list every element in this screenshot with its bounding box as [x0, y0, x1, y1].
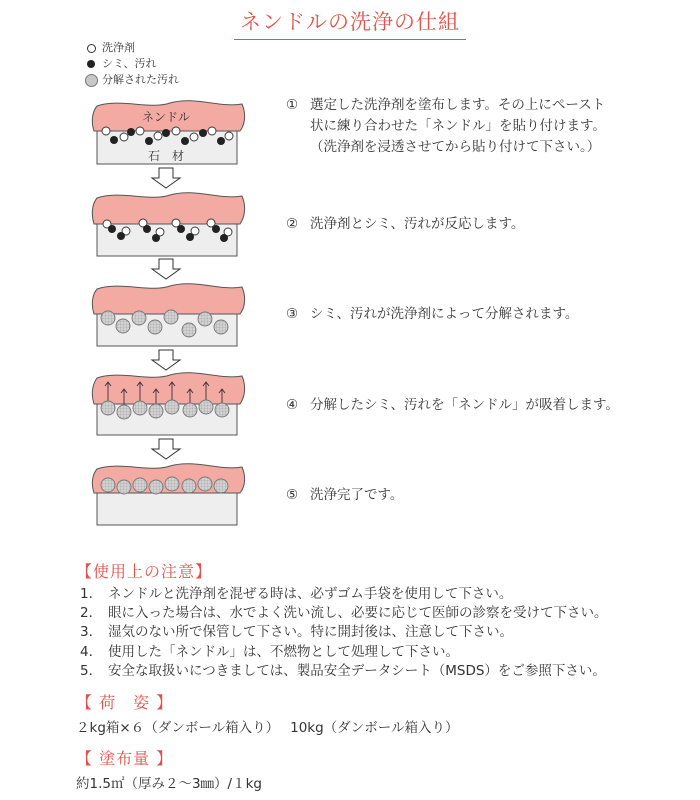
legend-label: 分解された汚れ: [102, 73, 179, 86]
list-item: [80, 604, 608, 623]
step-3: [286, 304, 578, 325]
stage-1: [92, 101, 244, 164]
step-5: [286, 485, 403, 506]
step-text-line: 洗浄剤とシミ、汚れが反応します。: [310, 216, 525, 232]
packaging-heading: 【 荷 姿 】: [76, 693, 174, 712]
down-arrow-icon: [152, 439, 180, 459]
precautions-list: [80, 585, 608, 681]
item-number: 4．: [80, 643, 103, 660]
item-number: 2．: [80, 605, 103, 622]
poultice-label: ネンドル: [141, 110, 191, 124]
item-text: ネンドルと洗浄剤を混ぜる時は、必ずゴム手袋を使用して下さい。: [108, 586, 513, 602]
list-item: [80, 585, 608, 604]
step-text-line: シミ、汚れが洗浄剤によって分解されます。: [310, 306, 579, 322]
step-number: ⑤: [286, 487, 299, 503]
step-1: [286, 95, 606, 158]
down-arrow-icon: [152, 168, 180, 188]
item-number: 1．: [80, 586, 103, 602]
item-text: 使用した「ネンドル」は、不燃物として処理して下さい。: [108, 643, 459, 660]
stage-2: [92, 193, 244, 256]
list-item: [80, 662, 608, 681]
step-number: ④: [286, 397, 299, 413]
poultice-layer: [92, 193, 244, 224]
item-text: 湿気のない所で保管して下さい。特に開封後は、注意して下さい。: [108, 624, 513, 641]
list-item: [80, 643, 608, 662]
down-arrow-icon: [152, 259, 180, 279]
item-text: 眼に入った場合は、水でよく洗い流し、必要に応じて医師の診察を受けて下さい。: [108, 605, 608, 622]
step-text-line: 選定した洗浄剤を塗布します。その上にペースト: [310, 97, 606, 113]
down-arrow-icon: [152, 350, 180, 370]
page-title: ネンドルの洗浄の仕組: [234, 6, 466, 40]
poultice-layer: [92, 284, 244, 314]
step-4: [286, 395, 619, 416]
step-text-line: （洗浄剤を浸透させてから貼り付けて下さい。）: [310, 139, 601, 155]
item-number: 3．: [80, 624, 103, 641]
stage-3: [92, 284, 244, 346]
packaging-text: ２kg箱×６（ダンボール箱入り） 10kg（ダンボール箱入り）: [76, 720, 459, 736]
step-number: ①: [286, 97, 299, 113]
legend-label: 洗浄剤: [102, 41, 135, 54]
stage-5: [92, 464, 244, 525]
step-text-line: 分解したシミ、汚れを「ネンドル」が吸着します。: [310, 397, 619, 413]
stone-block: [97, 493, 237, 525]
coverage-text: 約1.5㎡（厚み２～3㎜）/１kg: [76, 776, 262, 792]
list-item: [80, 623, 608, 642]
item-text: 安全な取扱いにつきましては、製品安全データシート（MSDS）をご参照下さい。: [108, 662, 606, 679]
stone-label: 石 材: [147, 149, 185, 163]
coverage-heading: 【 塗布量 】: [76, 749, 174, 768]
legend-label: シミ、汚れ: [102, 57, 157, 70]
item-number: 5．: [80, 662, 103, 679]
step-number: ③: [286, 306, 299, 322]
precautions-heading: 【使用上の注意】: [76, 562, 213, 581]
step-text-line: 洗浄完了です。: [310, 487, 404, 503]
step-text-line: 状に練り合わせた「ネンドル」を貼り付けます。: [310, 118, 606, 134]
stage-4: [92, 373, 244, 435]
step-number: ②: [286, 216, 299, 232]
step-2: [286, 214, 524, 235]
